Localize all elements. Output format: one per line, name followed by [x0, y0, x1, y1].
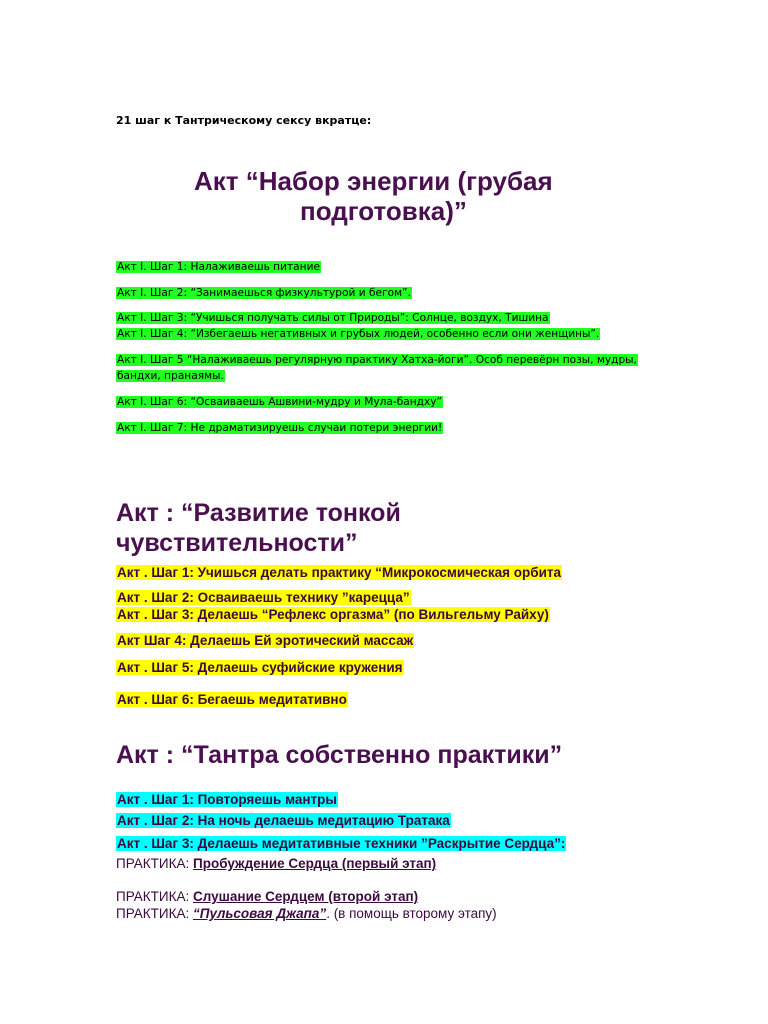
act1-step-6: Акт I. Шаг 6: “Осваиваешь Ашвини-мудру и Мула-бандху”: [117, 396, 443, 408]
act3-title: Акт : “Тантра собственно практики”: [116, 741, 563, 769]
practice-3: [116, 906, 497, 921]
practice-3-suffix: . (в помощь второму этапу): [326, 906, 497, 921]
act2-step-2: Акт . Шаг 2: Осваиваешь технику ”карецца”: [117, 590, 410, 605]
act3-step-2: Акт . Шаг 2: На ночь делаешь медитацию Тратака: [117, 813, 450, 828]
practice-2-link[interactable]: Слушание Сердцем (второй этап): [193, 889, 419, 904]
act2-step-5: Акт . Шаг 5: Делаешь суфийские кружения: [117, 660, 403, 675]
intro-text: 21 шаг к Тантрическому сексу вкратце:: [116, 114, 372, 127]
act1-step-2: Акт I. Шаг 2: “Занимаешься физкультурой и бегом”.: [117, 287, 411, 299]
act2-step-1: Акт . Шаг 1: Учишься делать практику “Микрокосмическая орбита: [117, 565, 562, 580]
practice-3-prefix: ПРАКТИКА:: [116, 906, 193, 921]
act2-title-line2: чувствительности”: [116, 529, 358, 557]
act1-title-line2: подготовка)”: [300, 196, 467, 226]
act2-step-4: Акт Шаг 4: Делаешь Ей эротический массаж: [117, 633, 414, 648]
act1-step-5-cont: бандхи, пранаямы.: [117, 370, 224, 382]
act2-title-line1: Акт : “Развитие тонкой: [116, 499, 401, 527]
act1-step-7: Акт I. Шаг 7: Не драматизируешь случаи потери энергии!: [117, 422, 443, 434]
act1-step-4: Акт I. Шаг 4: “Избегаешь негативных и грубых людей, особенно если они женщины”.: [117, 328, 600, 340]
practice-2: [116, 889, 418, 904]
act1-step-3: Акт I. Шаг 3: “Учишься получать силы от Природы”: Солнце, воздух, Тишина: [117, 312, 549, 324]
act2-step-6: Акт . Шаг 6: Бегаешь медитативно: [117, 692, 347, 707]
practice-3-link[interactable]: “Пульсовая Джапа”: [193, 906, 327, 921]
practice-1: [116, 856, 436, 871]
act3-step-3: Акт . Шаг 3: Делаешь медитативные техники ”Раскрытие Сердца”:: [117, 836, 566, 851]
act1-step-5: Акт I. Шаг 5 “Налаживаешь регулярную практику Хатха-йоги”. Особ перевёрн позы, мудры,: [117, 354, 637, 366]
act2-step-3: Акт . Шаг 3: Делаешь “Рефлекс оргазма” (по Вильгельму Райху): [117, 607, 549, 622]
practice-2-prefix: ПРАКТИКА:: [116, 889, 193, 904]
act3-step-1: Акт . Шаг 1: Повторяешь мантры: [117, 792, 337, 807]
act1-title-line1: Акт “Набор энергии (грубая: [194, 166, 553, 196]
act1-step-1: Акт I. Шаг 1: Налаживаешь питание: [117, 261, 320, 273]
practice-1-link[interactable]: Пробуждение Сердца (первый этап): [193, 856, 437, 871]
practice-1-prefix: ПРАКТИКА:: [116, 856, 193, 871]
